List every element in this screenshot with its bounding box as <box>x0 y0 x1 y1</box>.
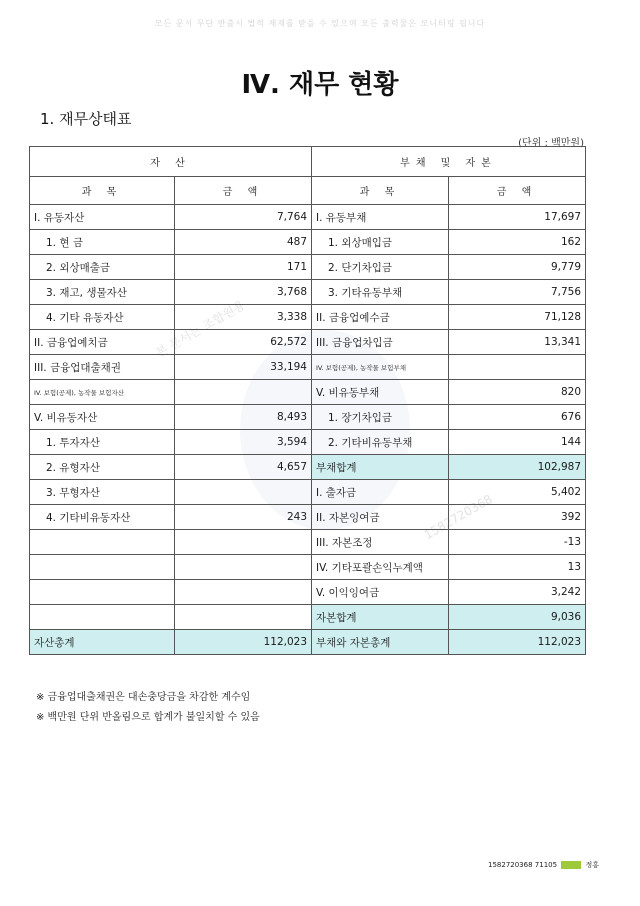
liability-amount: 392 <box>449 505 586 530</box>
assets-item-header: 과 목 <box>30 177 175 205</box>
liability-label: III. 자본조정 <box>312 530 449 555</box>
asset-amount: 3,338 <box>175 305 312 330</box>
asset-label: 1. 현 금 <box>30 230 175 255</box>
table-row <box>30 330 586 355</box>
unit-label: (단위 : 백만원) <box>518 138 584 149</box>
asset-amount <box>175 380 312 405</box>
footer-code: 1582720368 <box>488 861 533 869</box>
footer-date: 71105 <box>534 861 558 869</box>
asset-label: 2. 유형자산 <box>30 455 175 480</box>
liability-amount: -13 <box>449 530 586 555</box>
watermark-text: 본 문서는 조합원용 <box>153 297 248 361</box>
table-row <box>30 530 586 555</box>
notes <box>36 688 260 728</box>
liability-label: 자본합계 <box>312 605 449 630</box>
liability-label: III. 금융업차입금 <box>312 330 449 355</box>
table-row <box>30 455 586 480</box>
table-row <box>30 505 586 530</box>
asset-label: I. 유동자산 <box>30 205 175 230</box>
asset-label: 4. 기타 유동자산 <box>30 305 175 330</box>
asset-label: 4. 기타비유동자산 <box>30 505 175 530</box>
liability-amount <box>449 355 586 380</box>
table-row <box>30 280 586 305</box>
liability-amount: 13 <box>449 555 586 580</box>
liability-amount: 3,242 <box>449 580 586 605</box>
footer <box>488 860 599 870</box>
table-row <box>30 630 586 655</box>
note-1: ※ 금융업대출채권은 대손충당금을 차감한 계수임 <box>36 692 251 703</box>
asset-amount: 4,657 <box>175 455 312 480</box>
asset-amount <box>175 555 312 580</box>
liability-amount: 71,128 <box>449 305 586 330</box>
asset-label: 1. 투자자산 <box>30 430 175 455</box>
header-note: 모든 문서 무단 반출시 법적 제재를 받을 수 있으며 모든 출력물은 모니터링 됩니다 <box>154 19 486 28</box>
asset-amount: 3,768 <box>175 280 312 305</box>
liability-amount: 102,987 <box>449 455 586 480</box>
liability-label: 부채와 자본총계 <box>312 630 449 655</box>
liability-amount: 13,341 <box>449 330 586 355</box>
asset-label: II. 금융업예치금 <box>30 330 175 355</box>
assets-header: 자 산 <box>30 147 312 177</box>
asset-label <box>30 530 175 555</box>
asset-label: 3. 무형자산 <box>30 480 175 505</box>
liability-label: V. 비유동부채 <box>312 380 449 405</box>
asset-label <box>30 605 175 630</box>
table-row <box>30 580 586 605</box>
asset-amount: 112,023 <box>175 630 312 655</box>
asset-label: 2. 외상매출금 <box>30 255 175 280</box>
watermark-code: 1582720368 <box>421 491 495 543</box>
table-row <box>30 230 586 255</box>
liability-amount: 9,779 <box>449 255 586 280</box>
liability-label: I. 유동부채 <box>312 205 449 230</box>
liability-label: 1. 외상매입금 <box>312 230 449 255</box>
liability-amount: 112,023 <box>449 630 586 655</box>
asset-amount <box>175 530 312 555</box>
liability-label: II. 금융업예수금 <box>312 305 449 330</box>
liability-label: 3. 기타유동부채 <box>312 280 449 305</box>
footer-name: 정홍 <box>585 861 600 869</box>
table-row <box>30 305 586 330</box>
liability-label: V. 이익잉여금 <box>312 580 449 605</box>
asset-amount: 62,572 <box>175 330 312 355</box>
liability-label: 2. 기타비유동부채 <box>312 430 449 455</box>
table-row <box>30 255 586 280</box>
asset-label: III. 금융업대출채권 <box>30 355 175 380</box>
liability-label: I. 출자금 <box>312 480 449 505</box>
balance-sheet-table <box>29 146 586 655</box>
table-row <box>30 555 586 580</box>
liability-label: IV. 보험(공제), 농작물 보험부채 <box>312 355 449 380</box>
liability-label: 2. 단기차입금 <box>312 255 449 280</box>
assets-amount-header: 금 액 <box>175 177 312 205</box>
liab-amount-header: 금 액 <box>449 177 586 205</box>
page-title: Ⅳ. 재무 현황 <box>241 70 399 100</box>
liability-amount: 162 <box>449 230 586 255</box>
asset-amount <box>175 480 312 505</box>
liability-amount: 7,756 <box>449 280 586 305</box>
liab-item-header: 과 목 <box>312 177 449 205</box>
liabilities-header: 부채 및 자본 <box>312 147 586 177</box>
nh-logo-icon <box>561 861 581 869</box>
liability-label: 1. 장기차입금 <box>312 405 449 430</box>
asset-amount: 8,493 <box>175 405 312 430</box>
table-body <box>30 205 586 655</box>
liability-amount: 820 <box>449 380 586 405</box>
table-row <box>30 355 586 380</box>
table-row <box>30 605 586 630</box>
table-row <box>30 430 586 455</box>
table-row <box>30 380 586 405</box>
liability-amount: 676 <box>449 405 586 430</box>
liability-amount: 5,402 <box>449 480 586 505</box>
liability-amount: 9,036 <box>449 605 586 630</box>
asset-label: 자산총계 <box>30 630 175 655</box>
asset-amount: 487 <box>175 230 312 255</box>
liability-label: 부채합계 <box>312 455 449 480</box>
asset-amount: 7,764 <box>175 205 312 230</box>
table-header-row <box>30 147 586 177</box>
table-subheader-row <box>30 177 586 205</box>
asset-amount <box>175 580 312 605</box>
table-row <box>30 205 586 230</box>
liability-amount: 17,697 <box>449 205 586 230</box>
table-row <box>30 480 586 505</box>
asset-amount <box>175 605 312 630</box>
asset-amount: 3,594 <box>175 430 312 455</box>
table-row <box>30 405 586 430</box>
liability-label: II. 자본잉여금 <box>312 505 449 530</box>
asset-label <box>30 555 175 580</box>
asset-label: V. 비유동자산 <box>30 405 175 430</box>
note-2: ※ 백만원 단위 반올림으로 합계가 불일치할 수 있음 <box>36 712 260 723</box>
section-title: 1. 재무상태표 <box>40 110 132 128</box>
asset-label: IV. 보험(공제), 농작물 보험자산 <box>30 380 175 405</box>
asset-label <box>30 580 175 605</box>
asset-amount: 33,194 <box>175 355 312 380</box>
asset-label: 3. 재고, 생물자산 <box>30 280 175 305</box>
asset-amount: 243 <box>175 505 312 530</box>
asset-amount: 171 <box>175 255 312 280</box>
liability-label: IV. 기타포괄손익누계액 <box>312 555 449 580</box>
liability-amount: 144 <box>449 430 586 455</box>
